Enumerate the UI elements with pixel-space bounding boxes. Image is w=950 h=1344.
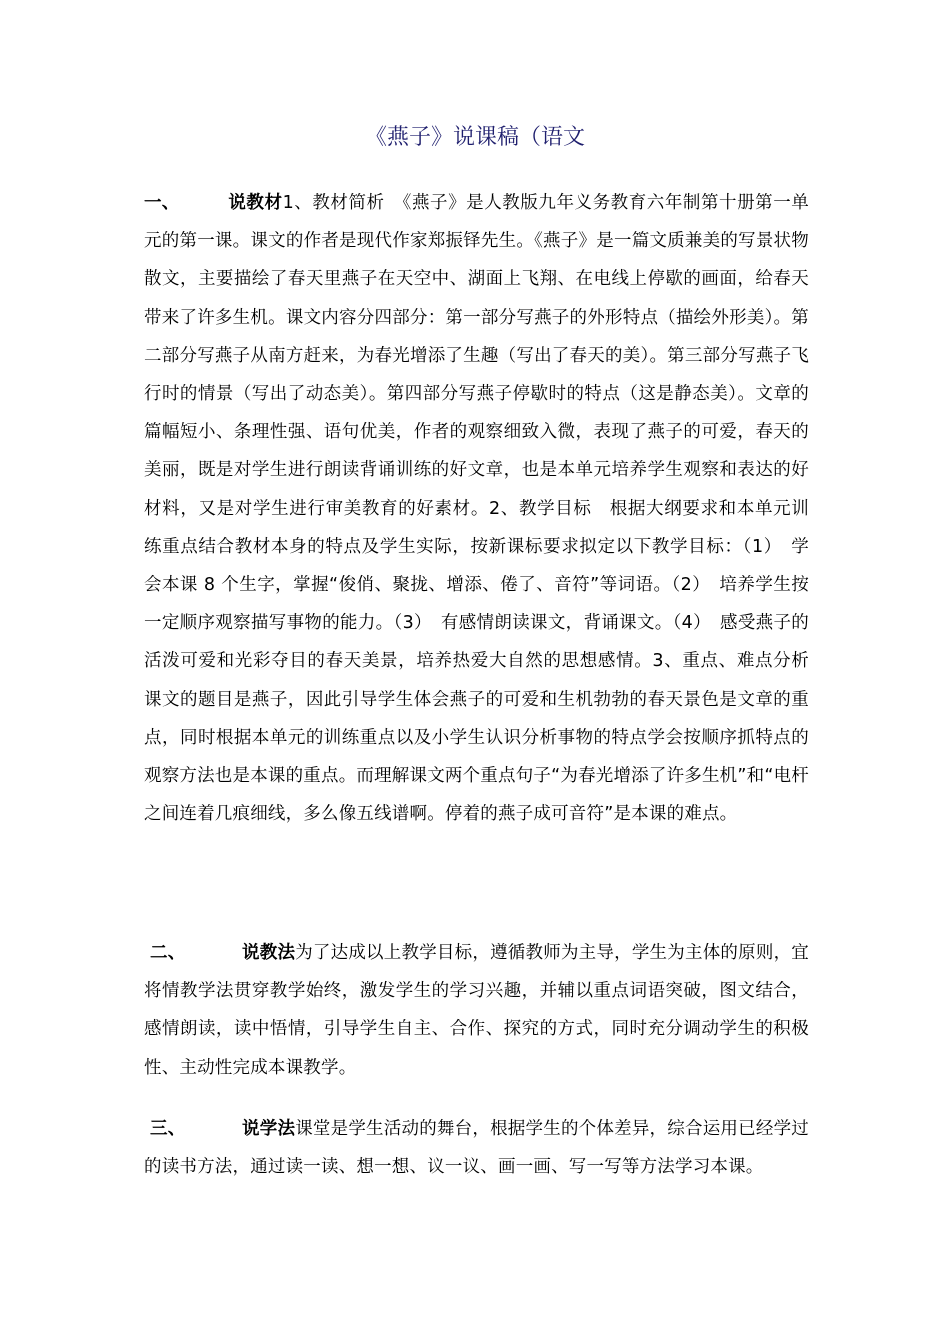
section-body: 课堂是学生活动的舞台，根据学生的个体差异，综合运用已经学过的读书方法，通过读一读、想一想、议一议、画一画、写一写等方法学习本课。 [144,1119,809,1178]
document-title: 《燕子》说课稿（语文 [364,125,585,150]
section-learning-method [144,1110,809,1186]
section-teaching-method [144,934,809,1087]
section-number: 一、 [144,193,180,213]
section-number: 三、 [150,1119,186,1139]
section-heading: 说教法 [242,943,296,963]
section-number: 二、 [150,943,186,963]
section-textbook [144,184,827,833]
section-body: 1、教材简析 《燕子》是人教版九年义务教育六年制第十册第一单元的第一课。课文的作者是现代作家郑振铎先生。《燕子》是一篇文质兼美的写景状物散文，主要描绘了春天里燕子在天空中、湖面上飞翔、在电线上停歇的画面，给春天带来了许多生机。课文内容分四部分：第一部分写燕子的外形特点（描绘外形美）。第二部分写燕子从南方赶来，为春光增添了生趣（写出了春天的美）。第三部分写燕子飞行时的情景（写出了动态美）。第四部分写燕子停歇时的特点（这是静态美）。文章的篇幅短小、条理性强、语句优美，作者的观察细致入微，表现了燕子的可爱，春天的美丽，既是对学生进行朗读背诵训练的好文章，也是本单元培养学生观察和表达的好材料，又是对学生进行审美教育的好素材。2、教学目标 根据大纲要求和本单元训练重点结合教材本身的特点及学生实际，按新课标要求拟定以下教学目标：（1） 学会本课 8 个生字，掌握“俊俏、聚拢、增添、倦了、音符”等词语。（2） 培养学生按一定顺序观察描写事物的能力。（3） 有感情朗读课文，背诵课文。（4） 感受燕子的活泼可爱和光彩夺目的春天美景，培养热爱大自然的思想感情。3、重点、难点分析 课文的题目是燕子，因此引导学生体会燕子的可爱和生机勃勃的春天景色是文章的重点，同时根据本单元的训练重点以及小学生认识分析事物的特点学会按顺序抓特点的观察方法也是本课的重点。而理解课文两个重点句子“为春光增添了许多生机”和“电杆之间连着几痕细线，多么像五线谱啊。停着的燕子成可音符”是本课的难点。 [144,193,827,825]
section-heading: 说学法 [242,1119,296,1139]
section-heading: 说教材 [228,193,283,213]
section-body: 为了达成以上教学目标，遵循教师为主导，学生为主体的原则，宜将情教学法贯穿教学始终，激发学生的学习兴趣，并辅以重点词语突破，图文结合，感情朗读，读中悟情，引导学生自主、合作、探究的方式，同时充分调动学生的积极性、主动性完成本课教学。 [144,943,809,1078]
